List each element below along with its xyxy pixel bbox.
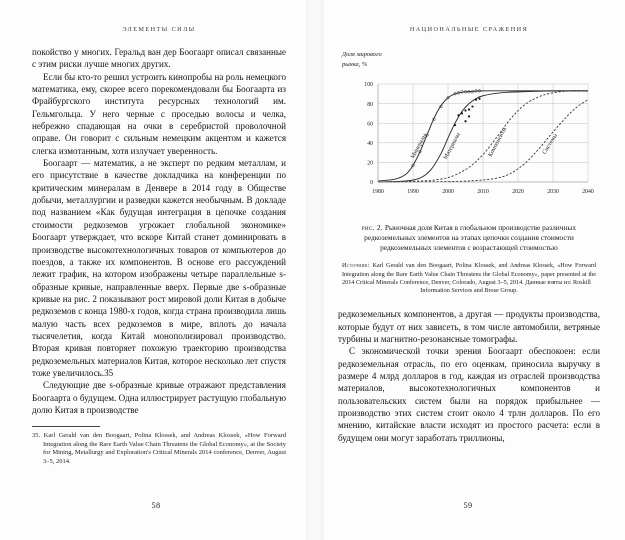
s-curve-chart: [338, 46, 600, 214]
svg-text:100: 100: [364, 82, 373, 89]
svg-text:2010: 2010: [477, 189, 489, 195]
figure-source-last-line: Information Services and Brose Group.: [420, 287, 518, 294]
footnote-text: Karl Gerald van den Boogaart, Polina Klossek, and Andreas Klossek, «How Forward Integration along the Rare Earth Value Chain Threatens the Global Economy», at the Society for Mining, Metallurgy and Exploration's Critical Minerals 2014 conference, Denver, August 3–5, 2014.: [43, 432, 286, 465]
right-page-running-head: НАЦИОНАЛЬНЫЕ СРАЖЕНИЯ: [409, 26, 529, 33]
paragraph: Если бы кто-то решил устроить кинопробы на роль немецкого математика, ему, скорее всего порекомендовали бы Боогаарта из Фрайбургского института ресурсных технологий им. Гельмгольца. У него черные с проседью волосы и челка, небрежно спадающая на очки в серебристой проволочной оправе. Он говорит с сильным немецким акцентом и кажется слегка измотанным, хотя излучает уверенность.: [32, 71, 286, 156]
footnote-divider: [32, 426, 100, 427]
right-page-folio: 59: [463, 501, 473, 510]
paragraph: Следующие две s-образные кривые отражают представления Боогаарта о будущем. Одна иллюстрирует растущую глобальную долю Китая в производстве: [32, 380, 286, 415]
svg-text:2040: 2040: [582, 189, 594, 195]
paragraph: С экономической точки зрения Боогаарт обеспокоен: если редкоземельная отрасль, по его оценкам, приносила выручку в размере 4 млрд долларов в год, каждая из отраслей производства материалов, высокотехнологичных компонентов и пользовательских систем были на порядок прибыльнее — производство этих систем стоит около 4 трлн долларов. По его мнению, китайские власти исходят из простого расчета: если в будущем они могут заработать триллионы,: [338, 346, 600, 443]
left-page-running-head: ЭЛЕМЕНТЫ СИЛЫ: [122, 26, 196, 33]
svg-text:60: 60: [367, 121, 373, 128]
svg-text:2000: 2000: [442, 189, 454, 195]
right-page-body: [338, 308, 600, 444]
svg-text:рынка, %: рынка, %: [342, 61, 368, 68]
paragraph: покойство у многих. Геральд ван дер Боогаарт описал связанные с этим риски лучше многих других.: [32, 47, 286, 70]
figure-source-label: Источник:: [342, 262, 370, 270]
left-page-body: [32, 46, 286, 416]
paragraph: Боогаарт — математик, а не эксперт по редким металлам, и его присутствие в качестве докладчика на конференции по критическим минералам в Денвере в 2014 году в Обществе добычи, металлургии и разведки кажется необычным. В докладе под названием «Как будущая интеграция в цепочке создания стоимости редкоземов угрожает глобальной экономике» Боогаарт утверждает, что вскоре Китай станет доминировать в производстве высокотехнологичных товаров от компьютеров до поездов, а также их компонентов. В основе его рассуждений лежит график, на котором изображены четыре параллельные s-образные кривые, направленные вверх. Первые две s-образные кривые на рис. 2 показывают рост мировой доли Китая в добыче редкоземов с конца 1980-х годов, когда страна производила лишь малую часть всех редкоземов в мире, вплоть до начала тысячелетия, когда Китай монополизировал производство. Вторая кривая повторяет похожую траекторию производства редкоземельных материалов Китая, которое несколько лет спустя тоже увеличилось.35: [32, 158, 286, 378]
figure-caption-rubric: рис. 2.: [361, 223, 383, 232]
right-page: [312, 0, 624, 540]
footnote: [32, 432, 286, 466]
figure-caption-text: Рыночная доля Китая в глобальном производстве различных редкоземельных элементов на этапах цепочки создания стоимости редкоземельных элементов с возрастающей стоимостью: [364, 223, 577, 252]
figure-caption: [340, 223, 598, 252]
svg-text:80: 80: [367, 101, 373, 108]
figure-source-text: Karl Gerald van den Boogaart, Polina Klossek, and Andreas Klossek, «How Forward Integration along the Rare Earth Value Chain Threatens the Global Economy», paper presented at the 2014 Critical Minerals Conference, Denver, Colorado, August 3–5, 2014. Данные взяты из: Roskill: [342, 262, 596, 286]
footnote-number: 35.: [32, 432, 41, 440]
svg-text:1980: 1980: [372, 189, 384, 195]
svg-text:0: 0: [370, 180, 373, 187]
svg-text:Материалы: Материалы: [442, 131, 462, 161]
svg-text:2020: 2020: [512, 189, 524, 195]
chart-container: [338, 46, 600, 214]
left-page: [0, 0, 312, 540]
paragraph: редкоземельных компонентов, а другая — продукты производства, которые будут от них зависеть, в том числе автомобили, ветряные турбины и магнитно-резонансные томографы.: [338, 309, 600, 344]
svg-text:Компоненты: Компоненты: [487, 126, 509, 159]
figure-2: [338, 46, 600, 295]
svg-text:Доля мирового: Доля мирового: [342, 51, 382, 58]
svg-text:Системы: Системы: [541, 132, 560, 156]
svg-text:20: 20: [367, 160, 373, 167]
svg-text:40: 40: [367, 141, 373, 147]
figure-source: [342, 262, 596, 295]
svg-text:2030: 2030: [547, 189, 559, 195]
svg-text:1990: 1990: [407, 189, 419, 195]
left-page-folio: 58: [151, 501, 161, 510]
svg-text:Минералы: Минералы: [410, 132, 429, 160]
